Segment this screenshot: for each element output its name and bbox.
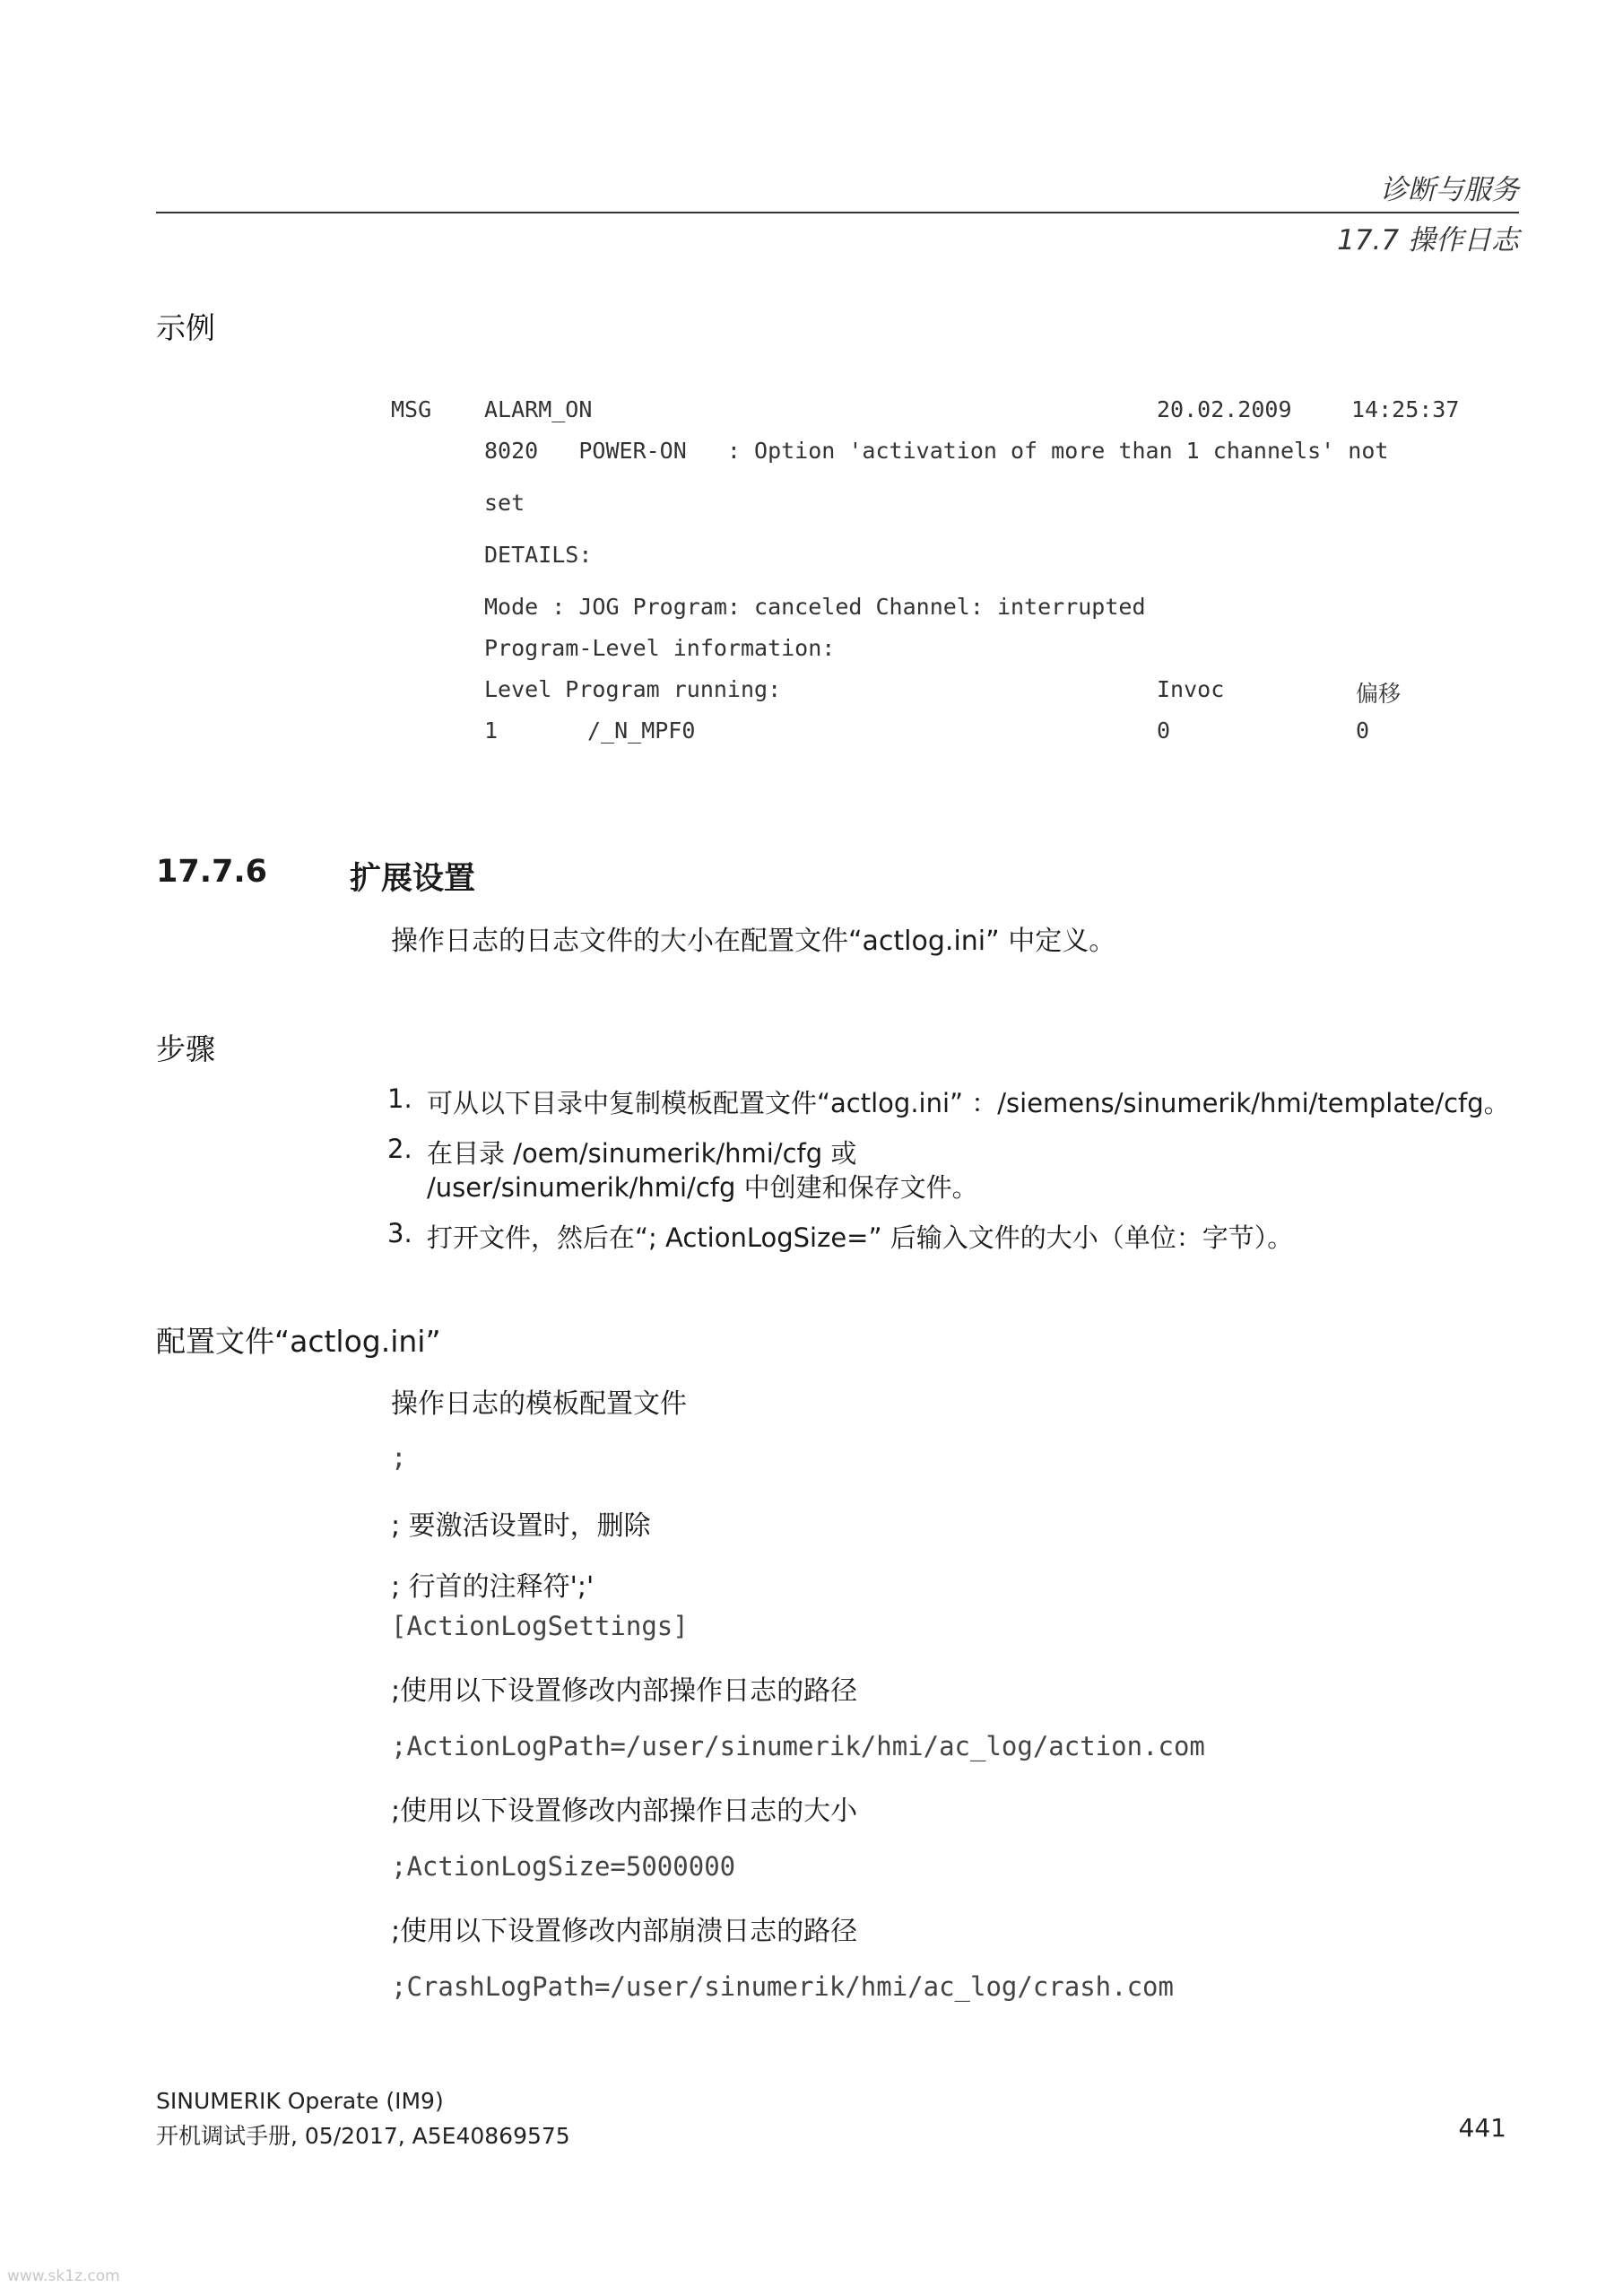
step-1-text: 可从以下目录中复制模板配置文件“actlog.ini” ：/siemens/sinumerik/hmi/template/cfg。: [427, 1088, 1510, 1118]
log-program-level: Program-Level information:: [484, 635, 836, 661]
log-alarm-line: 8020 POWER-ON : Option 'activation of more than 1 channels' not: [484, 438, 1389, 464]
footer-manual: 开机调试手册, 05/2017, A5E40869575: [156, 2123, 570, 2149]
step-3-text: 打开文件，然后在“; ActionLogSize=” 后输入文件的大小（单位：字节）。: [427, 1222, 1294, 1253]
config-line: ;使用以下设置修改内部崩溃日志的路径: [391, 1916, 858, 1947]
log-type: MSG: [391, 396, 432, 422]
log-alarm-cont: set: [484, 490, 525, 516]
header-chapter: 诊断与服务: [1380, 174, 1519, 206]
config-line: ;ActionLogSize=5000000: [391, 1851, 736, 1882]
step-2-text-line2: /user/sinumerik/hmi/cfg 中创建和保存文件。: [427, 1172, 978, 1203]
config-heading: 配置文件“actlog.ini”: [156, 1324, 441, 1359]
log-table-header-invoc: Invoc: [1157, 676, 1225, 702]
log-table-header-level: Level Program running:: [484, 676, 782, 702]
section-title: 扩展设置: [350, 861, 476, 897]
page-number: 441: [1458, 2113, 1506, 2143]
config-line: ;使用以下设置修改内部操作日志的路径: [391, 1675, 858, 1707]
config-line: ; 行首的注释符';': [391, 1571, 595, 1603]
config-line: ; 要激活设置时，删除: [391, 1510, 651, 1542]
step-2-text-line1: 在目录 /oem/sinumerik/hmi/cfg 或: [427, 1138, 857, 1169]
step-3-number: 3.: [387, 1218, 412, 1248]
log-row-offset: 0: [1356, 718, 1370, 744]
config-line: ;: [391, 1442, 407, 1473]
config-line: 操作日志的模板配置文件: [391, 1388, 687, 1420]
config-line: ;使用以下设置修改内部操作日志的大小: [391, 1796, 858, 1827]
step-2-number: 2.: [387, 1134, 412, 1164]
log-row-program: /_N_MPF0: [587, 718, 696, 744]
log-time: 14:25:37: [1351, 396, 1460, 422]
section-intro: 操作日志的日志文件的大小在配置文件“actlog.ini” 中定义。: [391, 926, 1116, 957]
log-event: ALARM_ON: [484, 396, 593, 422]
log-mode-line: Mode : JOG Program: canceled Channel: interrupted: [484, 594, 1146, 620]
log-table-header-offset: 偏移: [1356, 681, 1402, 707]
log-details: DETAILS:: [484, 542, 593, 568]
example-heading: 示例: [156, 310, 215, 345]
steps-heading: 步骤: [156, 1031, 215, 1066]
header-rule: [156, 212, 1519, 213]
section-number: 17.7.6: [156, 854, 268, 890]
watermark: www.sk1z.com: [7, 2267, 120, 2285]
log-date: 20.02.2009: [1157, 396, 1292, 422]
footer-product: SINUMERIK Operate (IM9): [156, 2088, 444, 2114]
config-line: ;ActionLogPath=/user/sinumerik/hmi/ac_log/action.com: [391, 1731, 1205, 1761]
log-row-invoc: 0: [1157, 718, 1171, 744]
header-section: 17.7 操作日志: [1337, 224, 1519, 257]
step-1-number: 1.: [387, 1083, 412, 1114]
config-line: [ActionLogSettings]: [391, 1611, 689, 1641]
log-row-level: 1: [484, 718, 499, 744]
config-line: ;CrashLogPath=/user/sinumerik/hmi/ac_log/crash.com: [391, 1971, 1174, 2002]
